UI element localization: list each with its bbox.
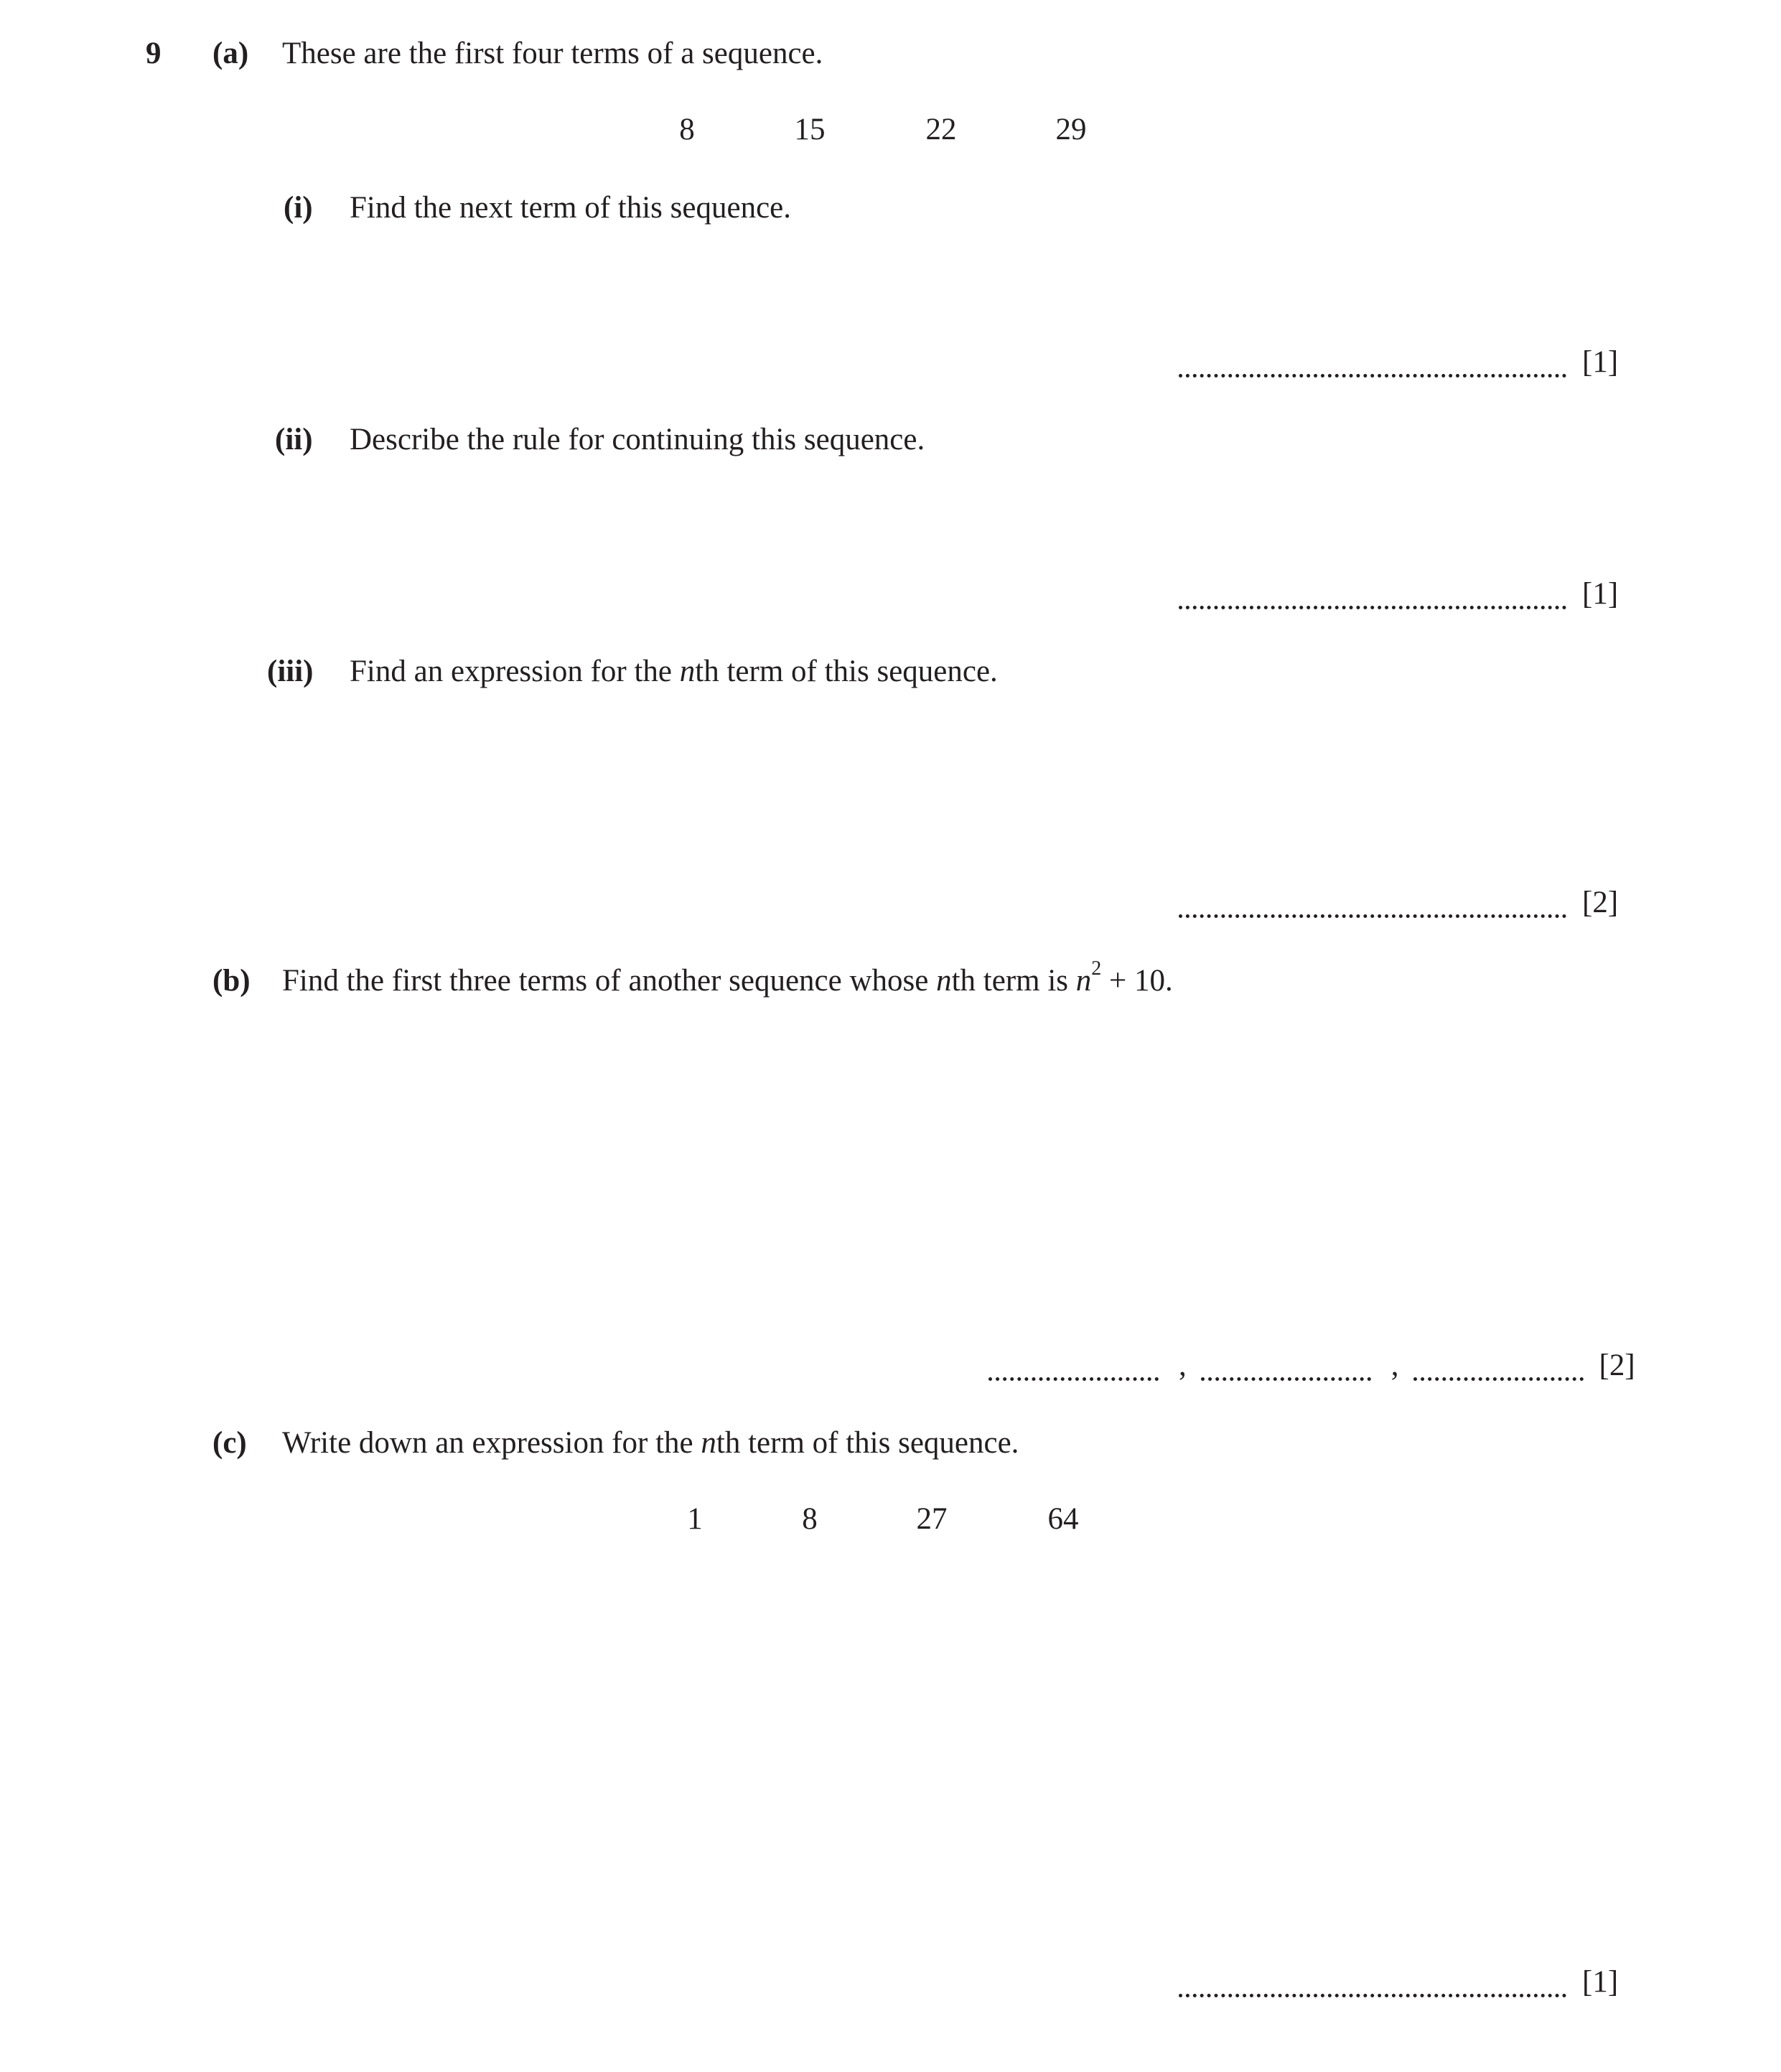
part-b-label: (b)	[212, 964, 251, 998]
part-a-i-label: (i)	[284, 191, 313, 225]
mark-allocation: [1]	[1582, 345, 1619, 379]
part-a-intro: These are the first four terms of a sequence.	[282, 37, 823, 70]
expression-rest: + 10.	[1101, 964, 1173, 998]
sequence-c-term: 27	[916, 1502, 948, 1536]
italic-n: n	[679, 655, 696, 688]
answer-dots[interactable]	[1179, 914, 1566, 918]
part-b-text	[282, 957, 1173, 998]
text-segment: th term of this sequence.	[695, 655, 998, 688]
sequence-c-term: 1	[687, 1502, 703, 1536]
answer-dots[interactable]	[1413, 1377, 1584, 1381]
part-a-ii-text: Describe the rule for continuing this sequence.	[350, 423, 925, 456]
part-a-label: (a)	[212, 37, 249, 70]
answer-dots[interactable]	[1201, 1377, 1371, 1381]
answer-dots[interactable]	[1179, 374, 1566, 378]
part-a-i-text: Find the next term of this sequence.	[350, 191, 791, 225]
answer-dots[interactable]	[1179, 606, 1566, 609]
italic-n: n	[936, 964, 952, 998]
text-segment: Find the first three terms of another sequence whose	[282, 964, 937, 998]
sequence-c-term: 8	[802, 1502, 818, 1536]
answer-line-c[interactable]	[1179, 1966, 1618, 1997]
question-number: 9	[146, 37, 162, 70]
answer-dots[interactable]	[1179, 1994, 1566, 1997]
part-c-text	[282, 1428, 1019, 1458]
part-c-label: (c)	[212, 1426, 247, 1460]
italic-n: n	[701, 1426, 716, 1460]
answer-line-b[interactable]	[988, 1350, 1635, 1381]
part-a-iii-label: (iii)	[267, 655, 314, 688]
expression-exponent: 2	[1091, 957, 1102, 980]
sequence-c-term: 64	[1047, 1502, 1079, 1536]
mark-allocation: [1]	[1582, 1965, 1619, 1999]
comma-separator: ,	[1390, 1349, 1399, 1382]
sequence-a-term: 8	[679, 113, 695, 146]
answer-line-a-ii[interactable]	[1179, 578, 1618, 609]
expression-variable: n	[1075, 964, 1092, 998]
mark-allocation: [1]	[1582, 577, 1619, 611]
text-segment: Find an expression for the	[350, 655, 680, 688]
part-a-ii-label: (ii)	[275, 423, 313, 456]
sequence-a-term: 29	[1055, 113, 1087, 146]
answer-dots[interactable]	[988, 1377, 1159, 1381]
sequence-a-term: 15	[794, 113, 826, 146]
mark-allocation: [2]	[1599, 1349, 1635, 1382]
answer-line-a-i[interactable]	[1179, 347, 1618, 378]
text-segment: Write down an expression for the	[282, 1426, 701, 1460]
mark-allocation: [2]	[1582, 886, 1619, 919]
text-segment: th term is	[951, 964, 1076, 998]
answer-line-a-iii[interactable]	[1179, 887, 1618, 918]
part-a-iii-text	[350, 656, 998, 687]
sequence-a-term: 22	[925, 113, 957, 146]
comma-separator: ,	[1179, 1349, 1187, 1382]
text-segment: th term of this sequence.	[716, 1426, 1019, 1460]
